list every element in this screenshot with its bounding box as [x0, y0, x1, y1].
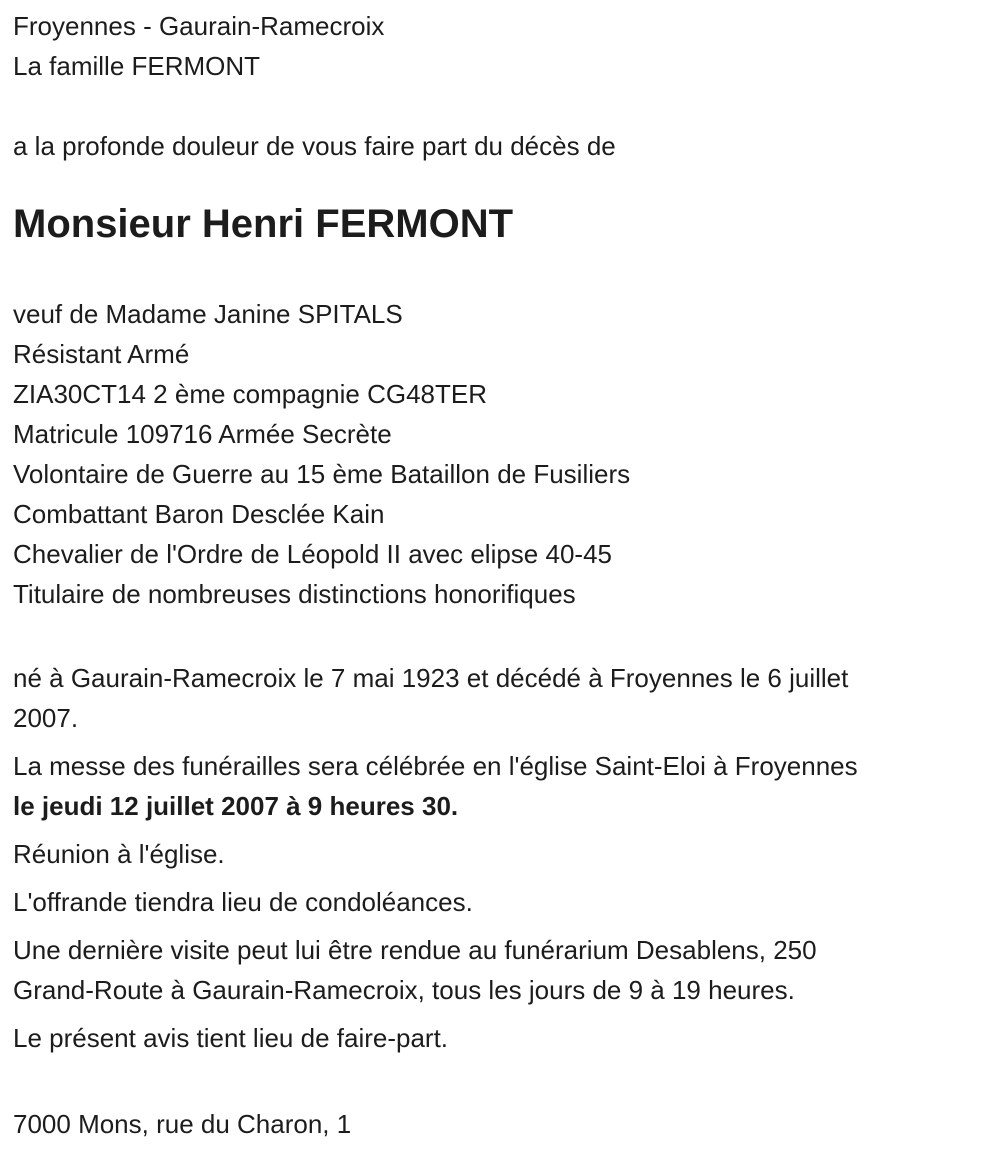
- notice-statement-line: Le présent avis tient lieu de faire-part.: [13, 1023, 449, 1053]
- funeral-date-line: le jeudi 12 juillet 2007 à 9 heures 30.: [13, 791, 459, 821]
- meeting-line: Réunion à l'église.: [13, 839, 225, 869]
- title-line-resistant: Résistant Armé: [13, 339, 190, 369]
- title-line-company: ZIA30CT14 2 ème compagnie CG48TER: [13, 379, 487, 409]
- visit-block: [13, 930, 1000, 1010]
- title-line-widower: veuf de Madame Janine SPITALS: [13, 299, 403, 329]
- visit-line-1: Une dernière visite peut lui être rendue au funérarium Desablens, 250: [13, 935, 817, 965]
- intro-line: a la profonde douleur de vous faire part du décès de: [13, 131, 616, 161]
- birth-death-line-2: 2007.: [13, 703, 79, 733]
- titles-block: [13, 294, 1000, 614]
- offering-block: [13, 882, 1000, 922]
- title-line-combattant: Combattant Baron Desclée Kain: [13, 499, 385, 529]
- birth-death-line-1: né à Gaurain-Ramecroix le 7 mai 1923 et décédé à Froyennes le 6 juillet: [13, 663, 849, 693]
- offering-line: L'offrande tiendra lieu de condoléances.: [13, 887, 473, 917]
- title-line-distinctions: Titulaire de nombreuses distinctions honorifiques: [13, 579, 576, 609]
- intro-block: [13, 126, 1000, 166]
- meeting-block: [13, 834, 1000, 874]
- funeral-block: [13, 746, 1000, 826]
- family-line: La famille FERMONT: [13, 51, 261, 81]
- header-block: [13, 6, 1000, 86]
- title-line-matricule: Matricule 109716 Armée Secrète: [13, 419, 392, 449]
- birth-death-block: [13, 658, 1000, 738]
- locations-line: Froyennes - Gaurain-Ramecroix: [13, 11, 385, 41]
- address-line: 7000 Mons, rue du Charon, 1: [13, 1109, 352, 1139]
- funeral-line-1: La messe des funérailles sera célébrée en l'église Saint-Eloi à Froyennes: [13, 751, 858, 781]
- notice-statement-block: [13, 1018, 1000, 1058]
- title-line-chevalier: Chevalier de l'Ordre de Léopold II avec elipse 40-45: [13, 539, 612, 569]
- deceased-name-heading: Monsieur Henri FERMONT: [13, 202, 514, 246]
- address-block: [13, 1104, 1000, 1144]
- visit-line-2: Grand-Route à Gaurain-Ramecroix, tous les jours de 9 à 19 heures.: [13, 975, 795, 1005]
- title-line-volunteer: Volontaire de Guerre au 15 ème Bataillon de Fusiliers: [13, 459, 631, 489]
